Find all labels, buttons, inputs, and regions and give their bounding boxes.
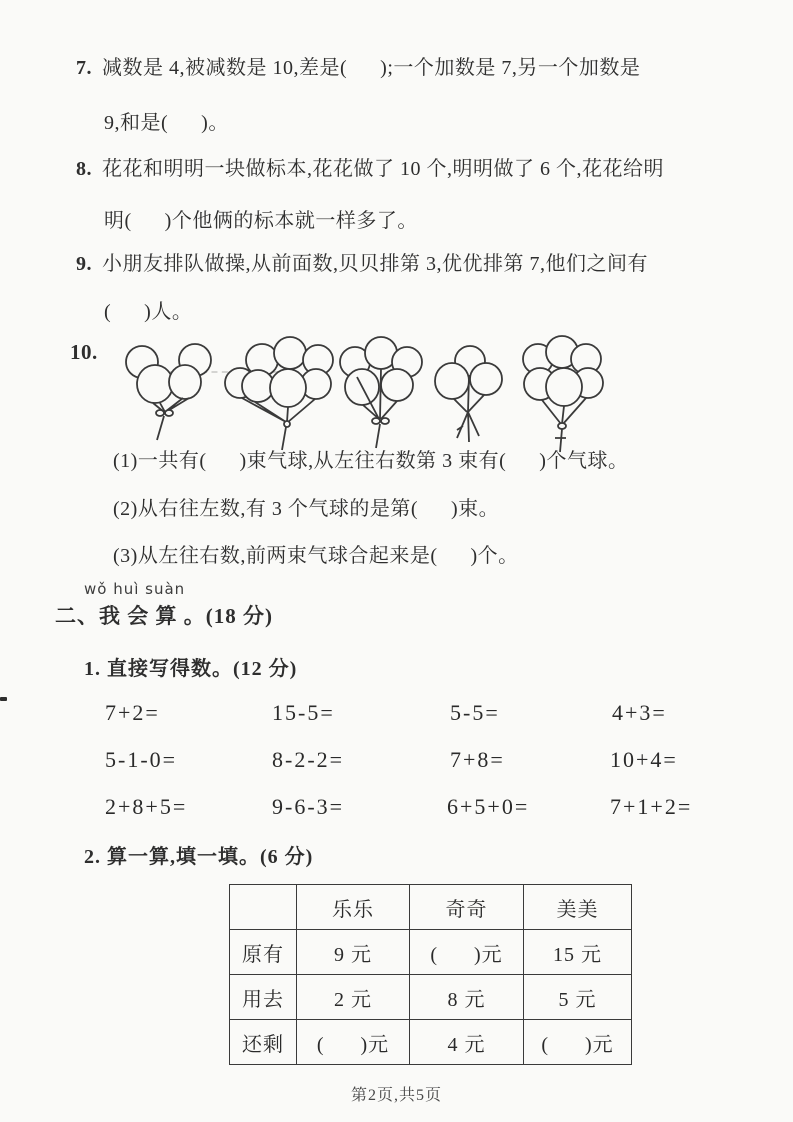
balloon-bunch-1	[126, 344, 211, 440]
question-10-number: 10.	[70, 340, 98, 364]
row-label: 原有	[230, 930, 297, 975]
table-header-row	[230, 885, 632, 930]
question-9-text: 小朋友排队做操,从前面数,贝贝排第 3,优优排第 7,他们之间有	[102, 253, 648, 275]
section-2-pinyin: wǒ huì suàn	[84, 580, 186, 598]
question-7-line-2: 9,和是( )。	[104, 112, 229, 134]
math-problem: 15-5=	[272, 700, 335, 725]
row-label: 用去	[230, 975, 297, 1020]
table-header-meimei: 美美	[524, 885, 632, 930]
question-10-sub-1: (1)一共有( )束气球,从左往右数第 3 束有( )个气球。	[113, 450, 629, 472]
balloon-bunch-2	[225, 337, 333, 450]
math-problem: 4+3=	[612, 700, 667, 725]
math-problem: 5-5=	[450, 700, 500, 725]
balloon-bunches-figure	[105, 326, 645, 458]
table-cell: 5 元	[524, 975, 632, 1020]
math-problem: 7+2=	[105, 700, 160, 725]
question-7-number: 7.	[76, 57, 92, 79]
question-8-number: 8.	[76, 158, 92, 180]
section-2-title: 二、我 会 算 。(18 分)	[55, 604, 273, 628]
table-cell-blank: ( )元	[410, 930, 524, 975]
table-header-qiqi: 奇奇	[410, 885, 524, 930]
table-cell: 15 元	[524, 930, 632, 975]
question-9-line-1	[76, 247, 648, 276]
balloon-bunch-4	[435, 346, 502, 442]
money-table	[229, 884, 632, 1065]
scan-edge-artifact	[0, 697, 7, 701]
question-9-number: 9.	[76, 253, 92, 275]
math-problem: 2+8+5=	[105, 794, 188, 819]
question-8-text: 花花和明明一块做标本,花花做了 10 个,明明做了 6 个,花花给明	[102, 158, 664, 180]
question-10-sub-3: (3)从左往右数,前两束气球合起来是( )个。	[113, 545, 519, 567]
balloon-bunch-5	[523, 336, 603, 452]
question-7-text: 减数是 4,被减数是 10,差是( );一个加数是 7,另一个加数是	[102, 57, 641, 79]
math-problem: 9-6-3=	[272, 794, 345, 819]
table-cell: 9 元	[297, 930, 410, 975]
math-problem: 6+5+0=	[447, 794, 530, 819]
math-problem: 7+1+2=	[610, 794, 693, 819]
table-corner-cell	[230, 885, 297, 930]
part-1-title: 1. 直接写得数。(12 分)	[84, 658, 298, 680]
table-cell-blank: ( )元	[524, 1020, 632, 1065]
math-problem: 10+4=	[610, 747, 678, 772]
question-10-sub-2: (2)从右往左数,有 3 个气球的是第( )束。	[113, 498, 500, 520]
table-header-lele: 乐乐	[297, 885, 410, 930]
math-problem: 8-2-2=	[272, 747, 345, 772]
table-cell-blank: ( )元	[297, 1020, 410, 1065]
math-problem: 5-1-0=	[105, 747, 178, 772]
table-cell: 4 元	[410, 1020, 524, 1065]
row-label: 还剩	[230, 1020, 297, 1065]
question-7-line-1	[76, 51, 640, 80]
math-problem: 7+8=	[450, 747, 505, 772]
balloon-bunch-3	[340, 337, 422, 448]
table-row-spent	[230, 975, 632, 1020]
page-footer: 第2页,共5页	[350, 1087, 442, 1104]
table-row-remaining	[230, 1020, 632, 1065]
table-cell: 8 元	[410, 975, 524, 1020]
question-8-line-1	[76, 152, 664, 181]
table-cell: 2 元	[297, 975, 410, 1020]
question-8-line-2: 明( )个他俩的标本就一样多了。	[104, 210, 418, 232]
table-row-original	[230, 930, 632, 975]
question-9-line-2: ( )人。	[104, 301, 193, 323]
part-2-title: 2. 算一算,填一填。(6 分)	[84, 846, 314, 868]
